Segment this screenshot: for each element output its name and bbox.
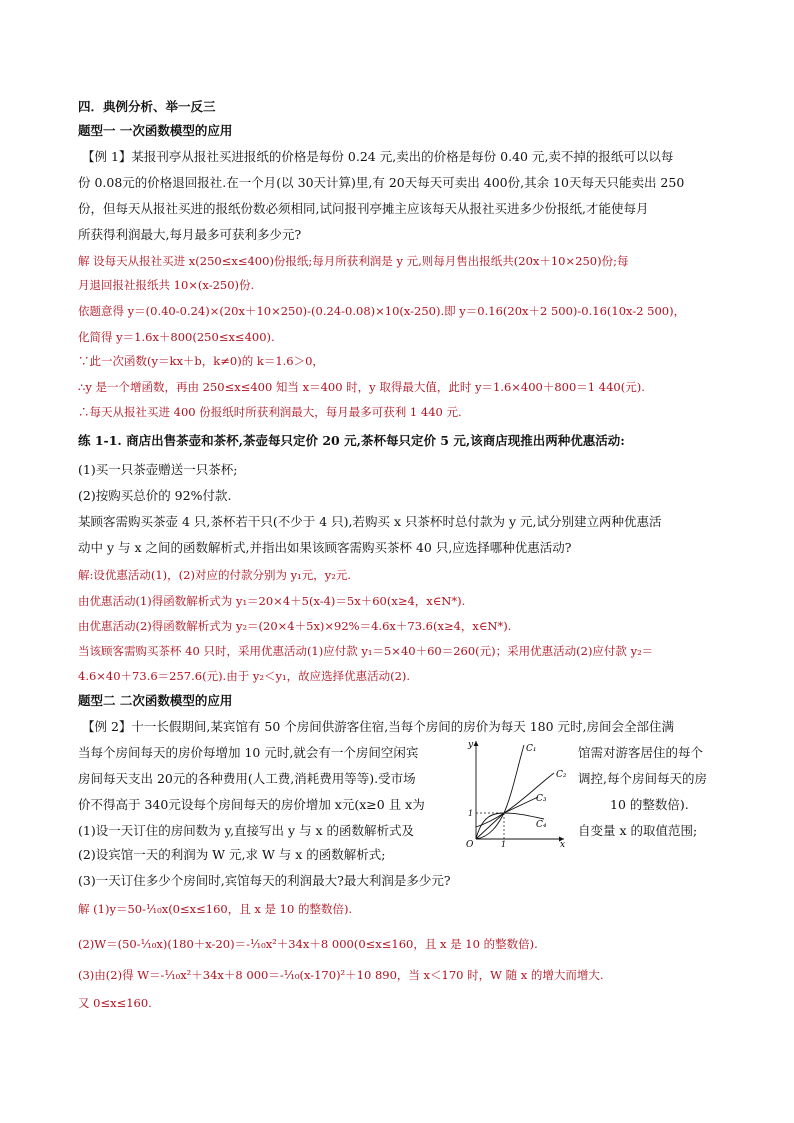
example2-line: 【例 2】十一长假期间,某宾馆有 50 个房间供游客住宿,当每个房间的房价为每天 180 元时,房间会全部住满 bbox=[82, 719, 675, 734]
curve-c3-label: C₃ bbox=[536, 794, 547, 804]
curve-c2-label: C₂ bbox=[556, 770, 567, 780]
curve-c1 bbox=[476, 745, 524, 839]
exercise-line: (1)买一只茶壶赠送一只茶杯; bbox=[78, 462, 238, 477]
y-axis-label: y bbox=[468, 740, 474, 750]
solution2-line: 由优惠活动(1)得函数解析式为 y₁＝20×4＋5(x-4)＝5x＋60(x≥4，x∈N*). bbox=[78, 594, 466, 608]
example2-line: (2)设宾馆一天的利润为 W 元,求 W 与 x 的函数解析式; bbox=[78, 847, 386, 862]
solution1-line: ∵此一次函数(y＝kx＋b，k≠0)的 k＝1.6＞0， bbox=[78, 354, 324, 368]
example2-line: 调控,每个房间每天的房 bbox=[578, 771, 707, 786]
solution1-line: 依题意得 y＝(0.40-0.24)×(20x＋10×250)-(0.24-0.08)×10(x-250).即 y＝0.16(20x＋2 500)-0.16(10x-2 500)， bbox=[78, 304, 686, 318]
solution3-line: (2)W＝(50-¹⁄₁₀x)(180＋x-20)＝-¹⁄₁₀x²＋34x＋8 000(0≤x≤160，且 x 是 10 的整数倍). bbox=[78, 937, 538, 951]
topic2-title: 题型二 二次函数模型的应用 bbox=[78, 693, 233, 708]
curve-c1-label: C₁ bbox=[526, 744, 537, 754]
solution2-line: 由优惠活动(2)得函数解析式为 y₂＝(20×4＋5x)×92%＝4.6x＋73.6(x≥4，x∈N*). bbox=[78, 619, 512, 633]
example1-line: 【例 1】某报刊亭从报社买进报纸的价格是每份 0.24 元,卖出的价格是每份 0.40 元,卖不掉的报纸可以以每 bbox=[82, 149, 674, 164]
topic1-title: 题型一 一次函数模型的应用 bbox=[78, 123, 233, 138]
example1-line: 份 0.08元的价格退回报社.在一个月(以 30天计算)里,有 20天每天可卖出 400份,其余 10天每天只能卖出 250 bbox=[78, 175, 685, 190]
solution2-line: 4.6×40＋73.6＝257.6(元).由于 y₂＜y₁，故应选择优惠活动(2). bbox=[78, 669, 411, 683]
exercise-line: (2)按购买总价的 92%付款. bbox=[78, 488, 232, 503]
example2-line: 10 的整数倍). bbox=[610, 797, 689, 812]
exercise-line-text: 练 1-1. 商店出售茶壶和茶杯,茶壶每只定价 20 元,茶杯每只定价 5 元,该商店现推出两种优惠活动: bbox=[78, 433, 625, 448]
solution1-line: ∴每天从报社买进 400 份报纸时所获利润最大，每月最多可获利 1 440 元. bbox=[78, 405, 462, 419]
solution1-line: 化简得 y＝1.6x＋800(250≤x≤400). bbox=[78, 330, 275, 344]
curve-c4-label: C₄ bbox=[536, 820, 547, 830]
solution1-line: 解 设每天从报社买进 x(250≤x≤400)份报纸;每月所获利润是 y 元,则每月售出报纸共(20x＋10×250)份;每 bbox=[78, 254, 629, 268]
solution2-line: 解:设优惠活动(1)，(2)对应的付款分别为 y₁元，y₂元. bbox=[78, 568, 351, 582]
example2-line: 自变量 x 的取值范围; bbox=[578, 823, 698, 838]
example2-line: 房间每天支出 20元的各种费用(人工费,消耗费用等等).受市场 bbox=[78, 771, 416, 786]
exercise-line: 动中 y 与 x 之间的函数解析式,并指出如果该顾客需购买茶杯 40 只,应选择哪种优惠活动? bbox=[78, 540, 572, 555]
solution3-line: 解 (1)y＝50-¹⁄₁₀x(0≤x≤160，且 x 是 10 的整数倍). bbox=[78, 902, 353, 916]
example2-line: 馆需对游客居住的每个 bbox=[578, 745, 704, 760]
example2-line: 当每个房间每天的房价每增加 10 元时,就会有一个房间空闲宾 bbox=[78, 745, 419, 760]
solution3-line: 又 0≤x≤160. bbox=[78, 996, 152, 1010]
example1-line: 所获得利润最大,每月最多可获利多少元? bbox=[78, 227, 302, 242]
exercise-line: 某顾客需购买茶壶 4 只,茶杯若干只(不少于 4 只),若购买 x 只茶杯时总付款为 y 元,试分别建立两种优惠活 bbox=[78, 514, 662, 529]
section-title: 四．典例分析、举一反三 bbox=[78, 99, 216, 114]
y-tick-label: 1 bbox=[468, 809, 474, 818]
example2-line: (1)设一天订住的房间数为 y,直接写出 y 与 x 的函数解析式及 bbox=[78, 823, 415, 838]
example2-line: (3)一天订住多少个房间时,宾馆每天的利润最大?最大利润是多少元? bbox=[78, 873, 451, 888]
example2-line: 价不得高于 340元设每个房间每天的房价增加 x元(x≥0 且 x为 bbox=[78, 797, 425, 812]
curve-c3 bbox=[476, 797, 538, 839]
x-tick-label: 1 bbox=[501, 840, 507, 847]
exercise-line bbox=[78, 432, 625, 450]
origin-label: O bbox=[466, 840, 474, 847]
solution2-line: 当该顾客需购买茶杯 40 只时，采用优惠活动(1)应付款 y₁＝5×40＋60＝260(元)；采用优惠活动(2)应付款 y₂＝ bbox=[78, 644, 654, 658]
example1-line: 份，但每天从报社买进的报纸份数必须相同,试问报刊亭摊主应该每天从报社买进多少份报纸,才能使每月 bbox=[78, 201, 649, 216]
solution1-line: ∴y 是一个增函数，再由 250≤x≤400 知当 x＝400 时，y 取得最大值，此时 y＝1.6×400＋800＝1 440(元). bbox=[78, 380, 645, 394]
solution1-line: 月退回报社报纸共 10×(x-250)份. bbox=[78, 278, 255, 292]
function-curves-figure bbox=[460, 735, 570, 847]
y-axis-arrow bbox=[474, 741, 479, 746]
solution3-line: (3)由(2)得 W＝-¹⁄₁₀x²＋34x＋8 000＝-¹⁄₁₀(x-170)²＋10 890，当 x＜170 时，W 随 x 的增大而增大. bbox=[78, 968, 604, 982]
x-axis-label: x bbox=[560, 840, 566, 847]
